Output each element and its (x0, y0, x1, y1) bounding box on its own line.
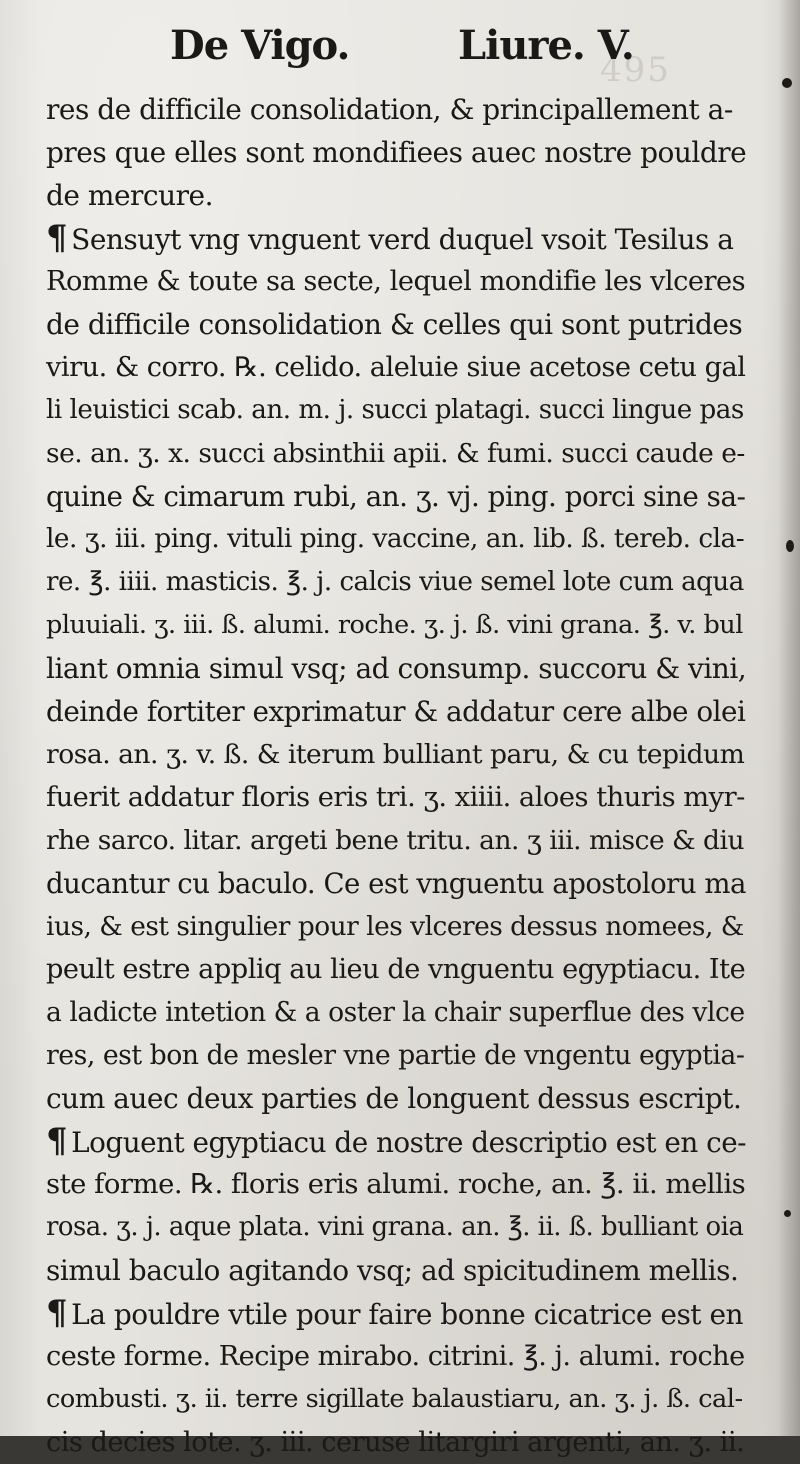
page-edge-shadow (778, 0, 800, 1436)
text-line (46, 131, 746, 174)
text-line (46, 733, 746, 776)
text-line (46, 432, 746, 475)
line-text: rosa. an. ʒ. v. ß. & iterum bulliant paru, & cu tepidum (46, 739, 745, 770)
running-head-book: Liure. V. (458, 22, 634, 69)
text-line (46, 905, 746, 948)
text-line (46, 518, 746, 561)
running-head-title: De Vigo. (170, 22, 350, 69)
running-head (0, 22, 800, 90)
text-line (46, 1249, 746, 1292)
line-text: le. ʒ. iii. ping. vituli ping. vaccine, an. lib. ß. tereb. cla- (46, 524, 745, 554)
text-line (46, 88, 746, 131)
text-line (46, 174, 746, 217)
line-text: re. ℥. iiii. masticis. ℥. j. calcis viue semel lote cum aqua (46, 567, 744, 597)
line-text: Sensuyt vng vnguent verd duquel vsoit Tesilus a (71, 223, 734, 256)
text-line (46, 1378, 746, 1421)
line-text: La pouldre vtile pour faire bonne cicatrice est en (71, 1298, 744, 1331)
text-line (46, 690, 746, 733)
line-text: Romme & toute sa secte, lequel mondifie les vlceres (46, 266, 746, 297)
text-line (46, 1163, 746, 1206)
line-text: res de difficile consolidation, & principallement a- (46, 93, 733, 126)
line-text: cis decies lote. ʒ. iii. ceruse litargiri argenti, an. ʒ. ii. (46, 1427, 745, 1458)
line-text: liant omnia simul vsq; ad consump. succoru & vini, (46, 652, 747, 685)
folio-show-through: 495 (600, 50, 671, 90)
text-line (46, 561, 746, 604)
text-line (46, 1206, 746, 1249)
text-line (46, 389, 746, 432)
pilcrow-mark: ¶ (46, 1293, 68, 1333)
ink-spot (784, 1210, 791, 1217)
line-text: a ladicte intetion & a oster la chair superflue des vlce (46, 997, 745, 1028)
text-line (46, 303, 746, 346)
ink-spot (782, 78, 792, 88)
text-line (46, 475, 746, 518)
text-line (46, 260, 746, 303)
text-line (46, 1077, 746, 1120)
pilcrow-mark: ¶ (46, 218, 68, 258)
line-text: ste forme. ℞. floris eris alumi. roche, an. ℥. ii. mellis (46, 1168, 746, 1200)
line-text: li leuistici scab. an. m. j. succi platagi. succi lingue pas (46, 395, 744, 425)
line-text: rhe sarco. litar. argeti bene tritu. an. ʒ iii. misce & diu (46, 825, 745, 856)
text-line (46, 1292, 746, 1335)
line-text: deinde fortiter exprimatur & addatur cere albe olei (46, 695, 746, 728)
line-text: viru. & corro. ℞. celido. aleluie siue acetose cetu gal (46, 352, 746, 383)
text-block (46, 88, 746, 1464)
line-text: simul baculo agitando vsq; ad spicitudinem mellis. (46, 1254, 739, 1287)
text-line (46, 1120, 746, 1163)
line-text: rosa. ʒ. j. aque plata. vini grana. an. ℥. ii. ß. bulliant oia (46, 1212, 744, 1242)
line-text: cum auec deux parties de longuent dessus escript. (46, 1082, 742, 1115)
line-text: peult estre appliq au lieu de vnguentu egyptiacu. Ite (46, 954, 746, 985)
line-text: de difficile consolidation & celles qui sont putrides (46, 308, 743, 341)
text-line (46, 1421, 746, 1464)
text-line (46, 217, 746, 260)
text-line (46, 604, 746, 647)
line-text: fuerit addatur floris eris tri. ʒ. xiiii. aloes thuris myr- (46, 782, 745, 813)
line-text: ius, & est singulier pour les vlceres dessus nomees, & (46, 911, 744, 942)
text-line (46, 948, 746, 991)
ink-spot (786, 540, 794, 552)
text-line (46, 862, 746, 905)
line-text: pluuiali. ʒ. iii. ß. alumi. roche. ʒ. j. ß. vini grana. ℥. v. bul (46, 610, 743, 640)
text-line (46, 819, 746, 862)
text-line (46, 1034, 746, 1077)
line-text: pres que elles sont mondifiees auec nostre pouldre (46, 136, 747, 169)
line-text: res, est bon de mesler vne partie de vngentu egyptia- (46, 1040, 745, 1071)
text-line (46, 1335, 746, 1378)
line-text: se. an. ʒ. x. succi absinthii apii. & fumi. succi caude e- (46, 438, 745, 469)
text-line (46, 776, 746, 819)
text-line (46, 647, 746, 690)
text-line (46, 346, 746, 389)
line-text: quine & cimarum rubi, an. ʒ. vj. ping. porci sine sa- (46, 480, 746, 513)
line-text: ceste forme. Recipe mirabo. citrini. ℥. j. alumi. roche (46, 1341, 745, 1372)
line-text: ducantur cu baculo. Ce est vnguentu apostoloru ma (46, 867, 746, 900)
line-text: Loguent egyptiacu de nostre descriptio est en ce- (71, 1126, 747, 1159)
line-text: combusti. ʒ. ii. terre sigillate balaustiaru, an. ʒ. j. ß. cal- (46, 1384, 743, 1414)
line-text: de mercure. (46, 179, 213, 212)
text-line (46, 991, 746, 1034)
pilcrow-mark: ¶ (46, 1121, 68, 1161)
